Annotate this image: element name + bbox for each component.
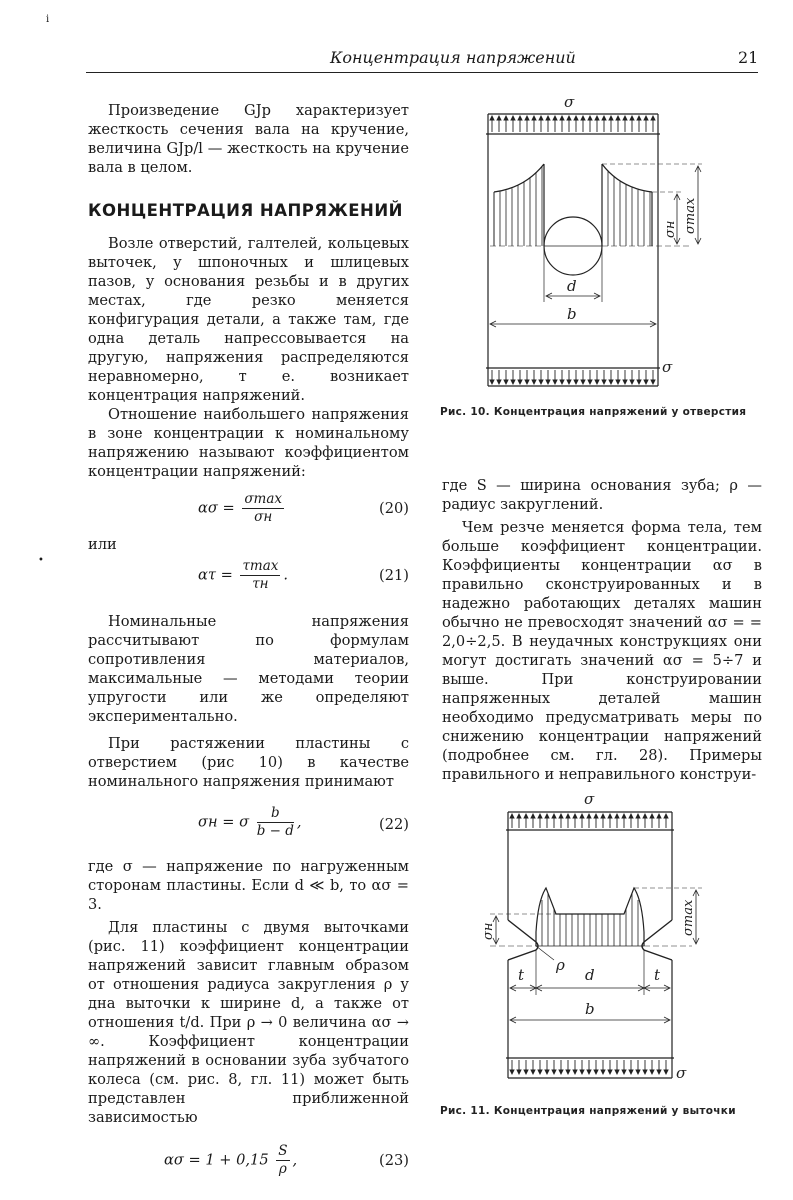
fig10-bottom-load-arrow-head: [553, 380, 557, 384]
fig10-bottom-load-arrow-head: [539, 380, 543, 384]
fig11-sigma-max-label: σmax: [681, 899, 696, 936]
paragraph-concentration-factor: Отношение наибольшего напряжения в зоне концентрации к номинальному напряжению называют коэффициентом концентрации напряжений:: [88, 406, 409, 480]
fig10-bottom-load-arrow-head: [525, 380, 529, 384]
fig11-top-load-arrow-head: [643, 814, 647, 818]
page-number: 21: [738, 48, 759, 67]
fig10-top-load-arrow-head: [574, 116, 578, 120]
stray-mark-top: i: [46, 14, 50, 25]
fig10-bottom-load-arrow-head: [511, 380, 515, 384]
fig11-top-load-arrow-head: [559, 814, 563, 818]
fig11-sigma-bottom: σ: [676, 1064, 687, 1082]
section-title: КОНЦЕНТРАЦИЯ НАПРЯЖЕНИЙ: [88, 201, 403, 220]
fig11-bottom-load-arrow-head: [622, 1070, 626, 1074]
fig11-bottom-load-arrow-head: [559, 1070, 563, 1074]
fig11-bottom-load-arrow-head: [545, 1070, 549, 1074]
fig11-top-load-arrow-head: [601, 814, 605, 818]
equation-20: [88, 481, 409, 535]
fig10-bottom-load-arrow-head: [602, 380, 606, 384]
fig10-bottom-load-arrow-head: [574, 380, 578, 384]
fig11-t-left-label: t: [518, 966, 525, 984]
eq20-numerator: σmax: [244, 491, 283, 507]
fig11-bottom-load-arrow-head: [650, 1070, 654, 1074]
eq21-number: (21): [379, 567, 409, 584]
eq23-numerator: S: [278, 1143, 288, 1159]
fig10-top-load-arrow-head: [630, 116, 634, 120]
fig10-bottom-load-arrow-head: [623, 380, 627, 384]
paragraph-plate-hole: При растяжении пластины с отверстием (рис 10) в качестве номинального напряжения принимают: [88, 735, 409, 790]
fig11-sigma-n-label: σн: [481, 922, 496, 940]
fig10-top-load-arrow-head: [588, 116, 592, 120]
fig10-top-load-arrow-head: [616, 116, 620, 120]
fig10-bottom-load-arrow-head: [651, 380, 655, 384]
eq23-denominator: ρ: [278, 1161, 287, 1177]
paragraph-torsion-stiffness: Произведение GJp характеризует жесткость сечения вала на кручение, величина GJp/l — жесткость на кручение вала в целом.: [88, 102, 409, 176]
fig11-top-load-arrow-head: [615, 814, 619, 818]
fig11-top-load-arrow-head: [552, 814, 556, 818]
eq20-denominator: σн: [254, 509, 273, 525]
eq23-number: (23): [379, 1152, 409, 1169]
fig10-top-load-arrow-head: [525, 116, 529, 120]
fig10-top-load-arrow-head: [644, 116, 648, 120]
fig11-bottom-load-arrow-head: [608, 1070, 612, 1074]
fig11-t-right-label: t: [654, 966, 661, 984]
fig10-bottom-load-arrow-head: [560, 380, 564, 384]
fig11-b-label: b: [585, 1000, 595, 1018]
fig10-sigma-bottom: σ: [662, 358, 673, 376]
fig10-top-load-arrow-head: [532, 116, 536, 120]
fig11-bottom-load-arrow-head: [566, 1070, 570, 1074]
fig10-bottom-load-arrow-head: [546, 380, 550, 384]
fig11-bottom-load-arrow-head: [636, 1070, 640, 1074]
paragraph-nominal-stress: Номинальные напряжения рассчитывают по формулам сопротивления материалов, максимальные — методами теории упругости или же определяют экспериментально.: [88, 613, 409, 725]
fig11-bottom-load-arrow-head: [580, 1070, 584, 1074]
paragraph-two-grooves: Для пластины с двумя выточками (рис. 11) коэффициент концентрации напряжений зависит главным образом от отношения радиуса закругления ρ у дна выточки к ширине d, а также от отношения t/d. При ρ → 0 величина ασ → ∞. Коэффициент концентрации напряжений в основании зуба зубчатого колеса (см. рис. 8, гл. 11) может быть представлен приближенной зависимостью: [88, 919, 409, 1126]
fig10-top-load-arrow-head: [504, 116, 508, 120]
fig10-top-load-arrow-head: [518, 116, 522, 120]
fig11-bottom-load-arrow-head: [587, 1070, 591, 1074]
paragraph-s-definition: где S — ширина основания зуба; ρ — радиус закруглений.: [442, 477, 762, 513]
fig11-top-load-arrow-head: [566, 814, 570, 818]
fig11-top-load-arrow-head: [594, 814, 598, 818]
eq21-denominator: τн: [252, 576, 269, 592]
eq22-denominator: b − d: [256, 823, 294, 839]
eq20-number: (20): [379, 500, 409, 517]
fig10-top-load-arrow-head: [560, 116, 564, 120]
equation-21: ατ = $\frac{\tau\max}{\tau н}$ . (21): [198, 558, 409, 592]
fig10-sigma-n-label: σн: [663, 220, 678, 238]
fig11-bottom-load-arrow-head: [594, 1070, 598, 1074]
paragraph-sigma-definition: где σ — напряжение по нагруженным сторонам пластины. Если d ≪ b, то ασ = 3.: [88, 858, 409, 913]
fig11-top-load-arrow-head: [608, 814, 612, 818]
fig11-rho-label: ρ: [556, 956, 565, 974]
fig11-bottom-load-arrow-head: [510, 1070, 514, 1074]
or-word: или: [88, 536, 117, 553]
fig10-bottom-load-arrow-head: [616, 380, 620, 384]
fig10-top-load-arrow-head: [595, 116, 599, 120]
stray-mark-middle: •: [38, 555, 44, 566]
fig11-bottom-load-arrow-head: [573, 1070, 577, 1074]
fig11-bottom-load-arrow-head: [657, 1070, 661, 1074]
eq21-numerator: τmax: [242, 558, 279, 574]
fig11-top-load-arrow-head: [664, 814, 668, 818]
fig10-bottom-load-arrow-head: [609, 380, 613, 384]
fig11-bottom-load-arrow-head: [538, 1070, 542, 1074]
header-rule: [86, 72, 758, 73]
eq22-lhs: σн = σ: [198, 813, 250, 831]
right-column: [442, 476, 762, 784]
fig11-top-load-arrow-head: [531, 814, 535, 818]
fig10-top-load-arrow-head: [553, 116, 557, 120]
left-column: [88, 101, 409, 1187]
fig10-top-load-arrow-head: [497, 116, 501, 120]
figure-10-caption: Рис. 10. Концентрация напряжений у отверстия: [440, 406, 747, 418]
fig11-bottom-load-arrow-head: [643, 1070, 647, 1074]
fig11-top-load-arrow-head: [622, 814, 626, 818]
fig11-sigma-top: σ: [584, 790, 595, 808]
fig11-bottom-load-arrow-head: [524, 1070, 528, 1074]
eq23-lhs: ασ = 1 + 0,15: [164, 1151, 269, 1169]
equation-23: ασ = 1 + 0,15 $\frac{S}{\rho}$ , (23): [164, 1143, 409, 1177]
fig11-top-load-arrow-head: [538, 814, 542, 818]
fig11-top-load-arrow-head: [517, 814, 521, 818]
fig10-top-load-arrow-head: [567, 116, 571, 120]
fig10-bottom-load-arrow-head: [567, 380, 571, 384]
fig10-top-load-arrow-head: [581, 116, 585, 120]
fig10-bottom-load-arrow-head: [504, 380, 508, 384]
fig11-bottom-load-arrow-head: [517, 1070, 521, 1074]
fig10-bottom-load-arrow-head: [518, 380, 522, 384]
fig11-top-load-arrow-head: [580, 814, 584, 818]
fig10-sigma-top: σ: [564, 93, 575, 111]
fig11-top-load-arrow-head: [524, 814, 528, 818]
fig11-top-load-arrow-head: [573, 814, 577, 818]
fig10-top-load-arrow-head: [637, 116, 641, 120]
fig10-bottom-load-arrow-head: [630, 380, 634, 384]
fig10-sigma-max-label: σmax: [683, 197, 698, 234]
fig11-top-load-arrow-head: [636, 814, 640, 818]
eq20-lhs: ασ =: [198, 499, 235, 517]
figure-10-diagram: [470, 92, 730, 394]
fig10-top-load-arrow-head: [539, 116, 543, 120]
paragraph-concentration-causes: Возле отверстий, галтелей, кольцевых выточек, у шпоночных и шлицевых пазов, у основания резьбы и в других местах, где резко меняется конфигурация детали, а также там, где одна деталь напрессовывается на другую, напряжения распределяются неравномерно, т е. возникает концентрация напряжений.: [88, 235, 409, 404]
fig10-top-load-arrow-head: [511, 116, 515, 120]
fig10-b-label: b: [567, 305, 577, 323]
fig10-top-load-arrow-head: [546, 116, 550, 120]
equation-22: σн = σ $\frac{b}{b - d}$ , (22): [198, 805, 409, 839]
fig11-bottom-load-arrow-head: [552, 1070, 556, 1074]
fig10-top-load-arrow-head: [490, 116, 494, 120]
fig10-top-load-arrow-head: [602, 116, 606, 120]
fig10-bottom-load-arrow-head: [497, 380, 501, 384]
fig11-bottom-load-arrow-head: [664, 1070, 668, 1074]
fig10-bottom-load-arrow-head: [588, 380, 592, 384]
fig11-bottom-load-arrow-head: [615, 1070, 619, 1074]
fig10-top-load-arrow-head: [609, 116, 613, 120]
eq21-lhs: ατ =: [198, 566, 233, 584]
fig11-bottom-load-arrow-head: [629, 1070, 633, 1074]
fig11-top-load-arrow-head: [629, 814, 633, 818]
eq22-number: (22): [379, 816, 409, 833]
fig10-d-label: d: [567, 277, 577, 295]
figure-11-diagram: [470, 790, 730, 1090]
fig11-top-load-arrow-head: [650, 814, 654, 818]
fig11-top-load-arrow-head: [587, 814, 591, 818]
fig10-bottom-load-arrow-head: [581, 380, 585, 384]
fig10-bottom-load-arrow-head: [595, 380, 599, 384]
fig11-bottom-load-arrow-head: [531, 1070, 535, 1074]
eq22-numerator: b: [257, 805, 294, 823]
fig11-bottom-load-arrow-head: [601, 1070, 605, 1074]
fig11-top-load-arrow-head: [657, 814, 661, 818]
fig11-top-load-arrow-head: [510, 814, 514, 818]
fig10-bottom-load-arrow-head: [644, 380, 648, 384]
running-header-title: Концентрация напряжений: [330, 48, 576, 67]
fig11-top-load-arrow-head: [545, 814, 549, 818]
paragraph-sharper-shape: Чем резче меняется форма тела, тем больше коэффициент концентрации. Коэффициенты концентрации ασ в правильно сконструированных и в надежно работающих деталях машин обычно не превосходят значений ασ = = 2,0÷2,5. В неудачных конструкциях они могут достигать значений ασ = 5÷7 и выше. При конструировании напряженных деталей машин необходимо предусматривать меры по снижению концентрации напряжений (подробнее см. гл. 28). Примеры правильного и неправильного конструи-: [442, 519, 762, 783]
fig10-bottom-load-arrow-head: [532, 380, 536, 384]
fig10-bottom-load-arrow-head: [490, 380, 494, 384]
fig10-top-load-arrow-head: [623, 116, 627, 120]
fig10-top-load-arrow-head: [651, 116, 655, 120]
fig10-bottom-load-arrow-head: [637, 380, 641, 384]
fig11-d-label: d: [585, 966, 595, 984]
figure-11-caption: Рис. 11. Концентрация напряжений у выточки: [440, 1105, 736, 1117]
